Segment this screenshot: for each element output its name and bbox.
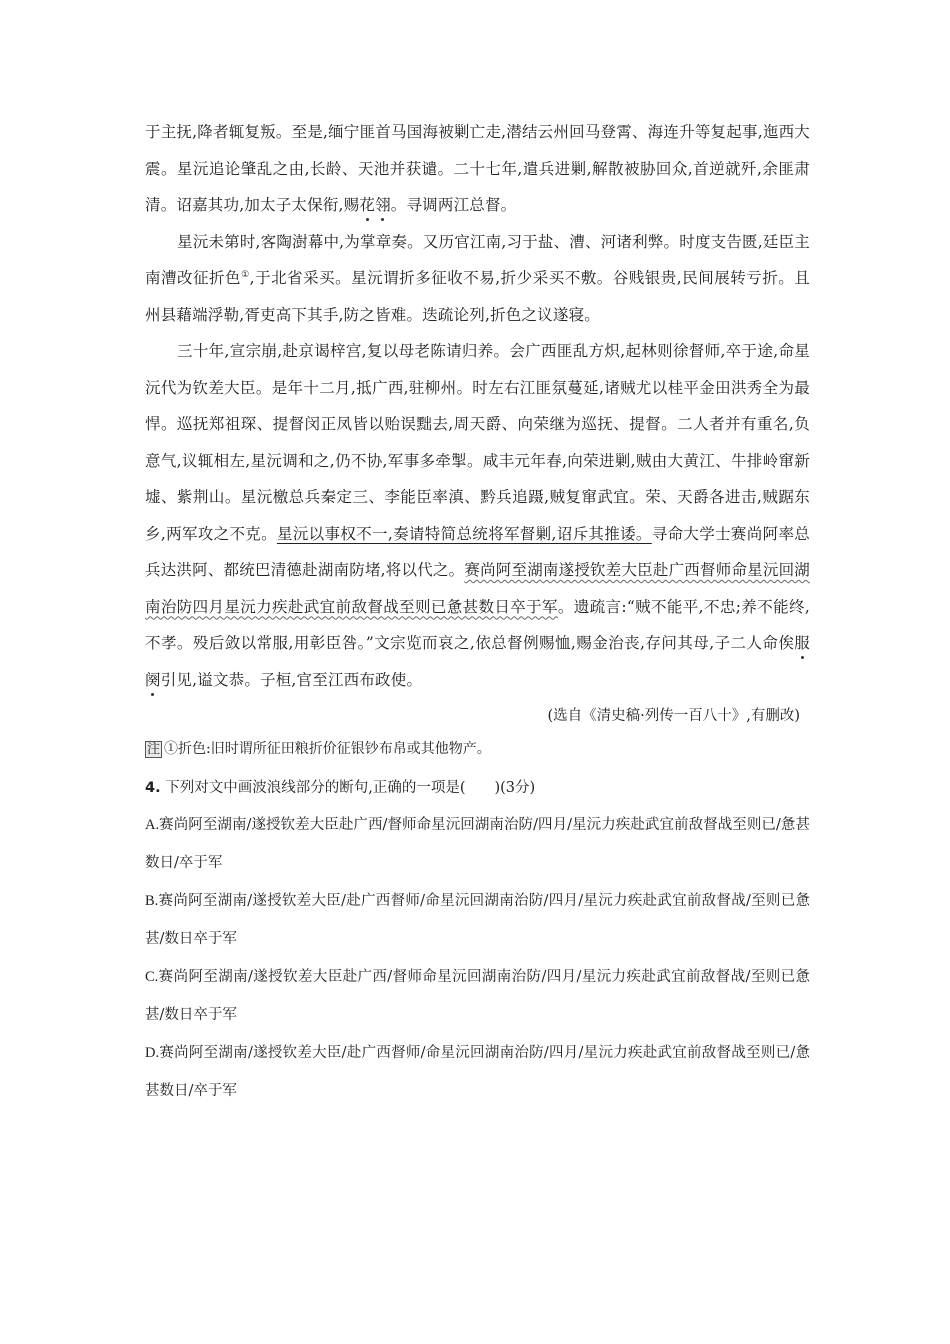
note-label: 注: [147, 742, 161, 757]
dotted-character: 翎: [375, 196, 391, 214]
passage-text: 寻命大学士赛尚阿率总兵达洪阿、都统巴清德赴湖南防堵,将以代之。: [145, 524, 810, 579]
passage-text: 。寻调两江总督。: [390, 196, 517, 214]
underlined-sentence: 星沅以事权不一,奏请特简总统将军督剿,诏斥其推诿。: [276, 524, 652, 543]
passage-text: 引见,谥文恭。子桓,官至江西布政使。: [160, 670, 423, 689]
option-letter: D.: [145, 1045, 160, 1061]
wavy-underlined-passage: 赛尚阿至湖南遂授钦差大臣赴广西督师命星沅回湖南治防四月星沅力疾赴武宜前敌督战至则已惫甚数日卒于军: [145, 561, 810, 616]
passage-text: 三十年,宣宗崩,赴京谒梓宫,复以母老陈请归养。会广西匪乱方炽,起林则徐督师,卒于途,命星沅代为钦差大臣。是年十二月,抵广西,驻柳州。时左右江匪氛蔓延,诸贼尤以桂平金田洪秀全为最悍。巡抚郑祖琛、提督闵正凤皆以贻误黜去,周天爵、向荣继为巡抚、提督。二人者并有重名,负意气,议辄相左,星沅调和之,仍不协,军事多牵掣。咸丰元年春,向荣进剿,贼由大黄江、牛排岭窜新墟、紫荆山。星沅檄总兵秦定三、李能臣率滇、黔兵追蹑,贼复窜武宜。荣、天爵各进击,贼踞东乡,两军攻之不克。: [145, 342, 810, 543]
option-text: 赛尚阿至湖南/遂授钦差大臣赴广西/督师命星沅回湖南治防/四月/星沅力疾赴武宜前敌督战/至则已惫甚/数日卒于军: [145, 969, 810, 1023]
option-letter: A.: [145, 817, 160, 833]
option-b[interactable]: [145, 882, 810, 958]
passage-paragraph-1: [145, 114, 810, 224]
footnote-marker: ①: [241, 270, 250, 280]
note-text: ①折色:旧时谓所征田粮折价征银钞布帛或其他物产。: [164, 741, 491, 757]
passage-paragraph-3: [145, 333, 810, 698]
passage-text: ,于北省采买。星沅谓折多征收不易,折少采买不敷。谷贱银贵,民间展转亏折。且州县藉端浮勒,胥吏高下其手,防之皆难。迭疏论列,折色之议遂寝。: [145, 269, 810, 324]
dotted-character: 阕: [145, 670, 161, 689]
question-number: 4.: [145, 780, 161, 796]
dotted-character: 服: [794, 634, 810, 652]
option-letter: C.: [145, 969, 159, 985]
passage-text: 星沅未第时,客陶澍幕中,为掌章奏。又历官江南,习于盐、漕、河诸利弊。时度支告匮,廷臣主南漕改征折色: [145, 232, 810, 287]
passage-text: 。遗疏言:“贼不能平,不忠;养不能终,不孝。殁后敛以常服,用彰臣咎。”文宗览而哀之,依总督例赐恤,赐金治丧,存问其母,子二人命俟: [145, 597, 811, 652]
option-text: 赛尚阿至湖南/遂授钦差大臣赴广西/督师命星沅回湖南治防/四月/星沅力疾赴武宜前敌督战至则已/惫甚数日/卒于军: [145, 817, 810, 871]
source-citation: (选自《清史稿·列传一百八十》,有删改): [547, 708, 800, 724]
passage-paragraph-2: [145, 224, 810, 334]
option-d[interactable]: [145, 1034, 810, 1110]
option-text: 赛尚阿至湖南/遂授钦差大臣/赴广西督师/命星沅回湖南治防/四月/星沅力疾赴武宜前敌督战至则已/惫甚数日/卒于军: [145, 1045, 810, 1099]
question-4: [145, 770, 810, 806]
question-stem: 下列对文中画波浪线部分的断句,正确的一项是( )(3分): [165, 780, 536, 796]
document-page: [145, 114, 810, 1110]
option-text: 赛尚阿至湖南/遂授钦差大臣/赴广西督师/命星沅回湖南治防/四月/星沅力疾赴武宜前敌督战/至则已惫甚/数日卒于军: [145, 893, 810, 947]
passage-text: 于主抚,降者辄复叛。至是,缅宁匪首马国海被剿亡走,潜结云州回马登霄、海连升等复起事,迤西大震。星沅追论肇乱之由,长龄、天池并获谴。二十七年,遣兵进剿,解散被胁回众,首逆就歼,余匪肃清。诏嘉其功,加太子太保衔,赐: [145, 123, 810, 214]
footnote: [145, 732, 810, 766]
option-letter: B.: [145, 893, 159, 909]
dotted-character: 花: [359, 196, 376, 214]
option-c[interactable]: [145, 958, 810, 1034]
option-a[interactable]: [145, 806, 810, 882]
